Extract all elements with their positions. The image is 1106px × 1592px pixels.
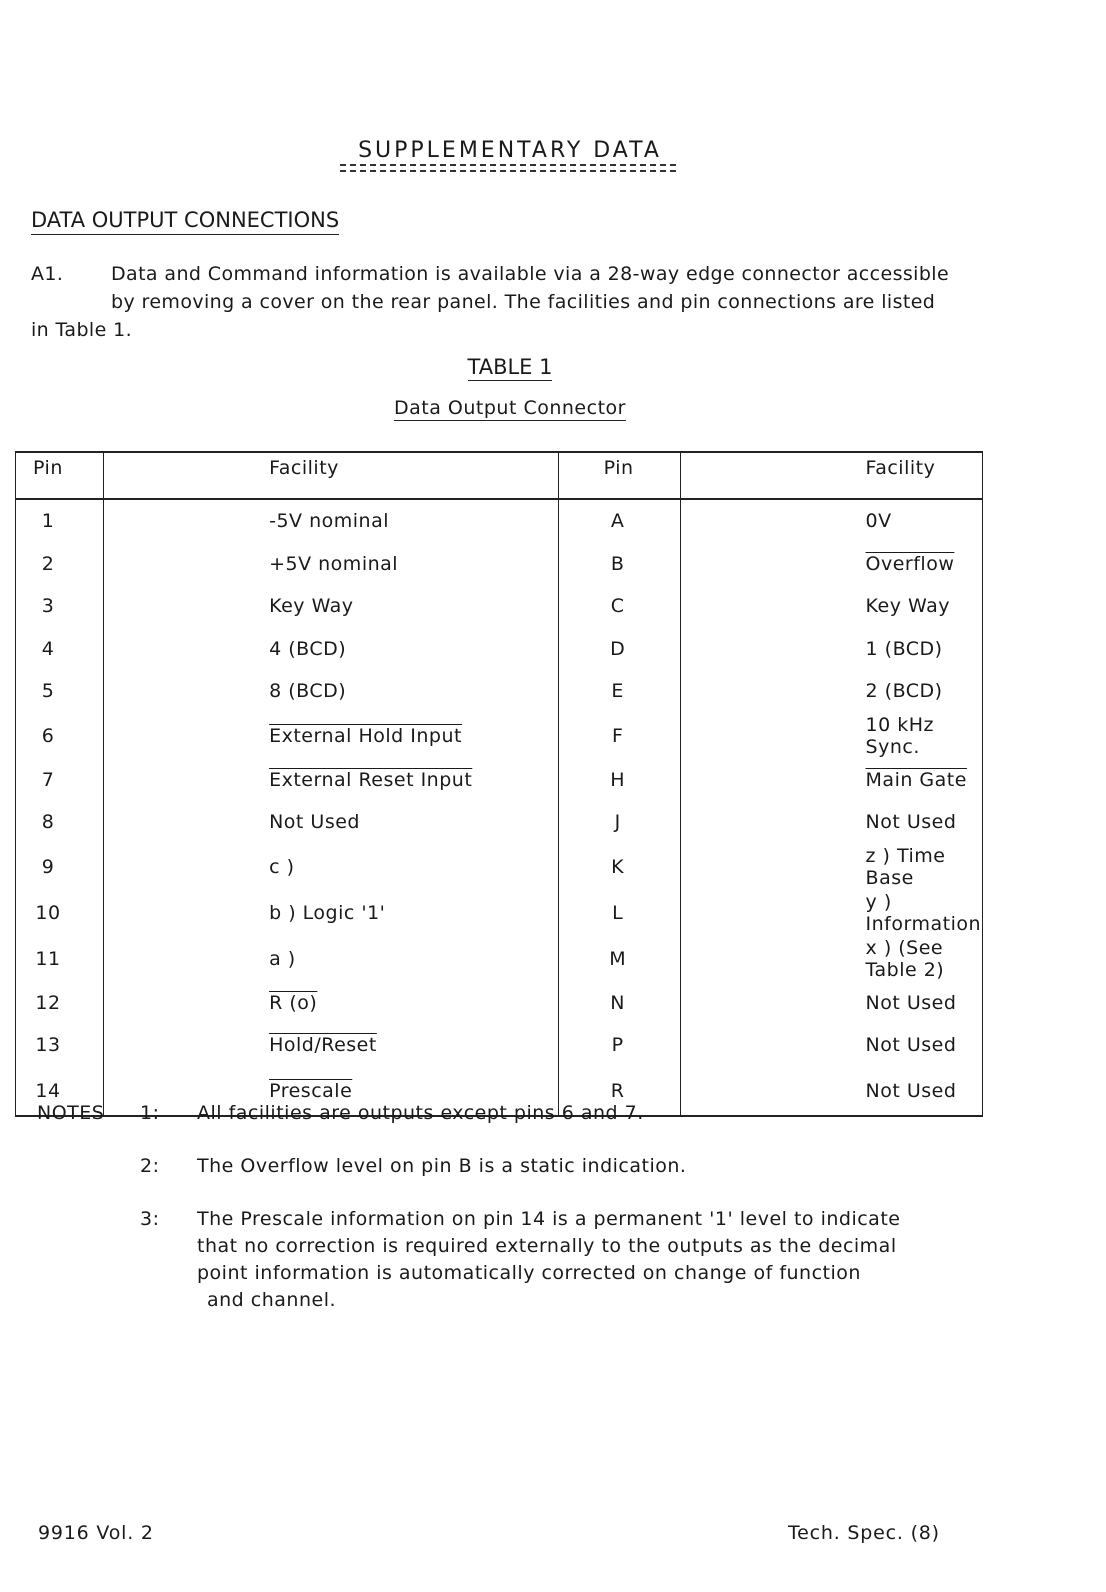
header-facility-left: Facility — [104, 452, 559, 499]
table-row — [16, 982, 983, 1025]
table-row — [16, 499, 983, 543]
pin-right: C — [610, 595, 625, 618]
facility-left: -5V nominal — [104, 499, 559, 543]
facility-left: c ) — [104, 844, 559, 890]
pin-left: 9 — [41, 855, 55, 878]
facility-right: Not Used — [680, 1024, 982, 1067]
facility-right: Not Used — [680, 1067, 982, 1116]
facility-right: Overflow — [865, 552, 955, 575]
facility-left: a ) — [104, 936, 559, 982]
paragraph-number: A1. — [31, 263, 64, 285]
facility-right: y ) Information — [680, 890, 982, 936]
table-row — [16, 844, 983, 890]
facility-left: 8 (BCD) — [104, 670, 559, 713]
pin-right: N — [610, 991, 626, 1014]
pin-right: B — [610, 552, 625, 575]
pin-right: K — [611, 855, 625, 878]
note-text-line-1: The Prescale information on pin 14 is a permanent '1' level to indicate — [197, 1208, 901, 1230]
facility-right: Not Used — [680, 982, 982, 1025]
facility-right: 0V — [680, 499, 982, 543]
paragraph-line-3: in Table 1. — [31, 319, 133, 341]
table-caption: Data Output Connector — [394, 397, 626, 419]
pin-right: M — [609, 947, 627, 970]
facility-right: z ) Time Base — [680, 844, 982, 890]
pin-left: 7 — [41, 768, 55, 791]
pin-left: 8 — [41, 811, 55, 834]
pin-left: 1 — [41, 510, 55, 533]
table-label: TABLE 1 — [467, 355, 553, 379]
note-3 — [37, 1206, 997, 1314]
facility-right: Main Gate — [865, 768, 967, 791]
facility-left: 4 (BCD) — [104, 628, 559, 671]
table-row — [16, 759, 983, 802]
pin-right: H — [610, 768, 626, 791]
page-title: SUPPLEMENTARY DATA — [358, 138, 662, 163]
facility-left: b ) Logic '1' — [104, 890, 559, 936]
note-number: 1: — [140, 1102, 160, 1124]
footer-volume: 9916 Vol. 2 — [38, 1522, 154, 1544]
table-row — [16, 713, 983, 759]
facility-right: 1 (BCD) — [680, 628, 982, 671]
section-heading: DATA OUTPUT CONNECTIONS — [31, 208, 339, 235]
facility-left: External Reset Input — [269, 768, 473, 791]
facility-left: Hold/Reset — [269, 1034, 377, 1057]
pin-left: 4 — [41, 637, 55, 660]
note-text: All facilities are outputs except pins 6 and 7. — [197, 1102, 644, 1124]
facility-left: Prescale — [269, 1079, 353, 1102]
pin-right: A — [610, 510, 625, 533]
connector-table — [15, 451, 983, 1117]
note-2 — [37, 1153, 997, 1206]
header-pin-left: Pin — [16, 452, 104, 499]
facility-left: External Hold Input — [269, 724, 462, 747]
note-text: The Overflow level on pin B is a static indication. — [197, 1155, 687, 1177]
pin-left: 6 — [41, 724, 55, 747]
facility-right: Key Way — [680, 585, 982, 628]
facility-left: Not Used — [104, 801, 559, 844]
pin-left: 13 — [35, 1034, 61, 1057]
facility-right: Not Used — [680, 801, 982, 844]
pin-left: 10 — [35, 901, 61, 924]
table-row — [16, 936, 983, 982]
title-underline — [340, 164, 676, 172]
table-row — [16, 670, 983, 713]
footer-page: Tech. Spec. (8) — [788, 1522, 940, 1544]
pin-right: J — [614, 811, 621, 834]
table-row — [16, 628, 983, 671]
pin-right: D — [610, 637, 626, 660]
note-number: 2: — [140, 1155, 160, 1177]
pin-right: R — [610, 1079, 625, 1102]
facility-right: 10 kHz Sync. — [680, 713, 982, 759]
table-row — [16, 1024, 983, 1067]
table-row — [16, 585, 983, 628]
pin-left: 2 — [41, 552, 55, 575]
paragraph-line-1: Data and Command information is available via a 28-way edge connector accessible — [111, 263, 950, 285]
facility-right: 2 (BCD) — [680, 670, 982, 713]
note-number: 3: — [140, 1208, 160, 1230]
facility-left: +5V nominal — [104, 543, 559, 586]
facility-right: x ) (See Table 2) — [680, 936, 982, 982]
pin-left: 3 — [41, 595, 55, 618]
paragraph-a1 — [31, 260, 1031, 344]
pin-right: F — [611, 724, 624, 747]
facility-left: Key Way — [104, 585, 559, 628]
header-facility-right: Facility — [680, 452, 982, 499]
table-row — [16, 543, 983, 586]
table-row — [16, 890, 983, 936]
pin-left: 5 — [41, 680, 55, 703]
pin-left: 14 — [35, 1079, 61, 1102]
note-1 — [37, 1100, 997, 1153]
notes-section — [37, 1100, 997, 1314]
note-text-line-2: that no correction is required externally to the outputs as the decimal — [197, 1235, 897, 1257]
header-pin-right: Pin — [558, 452, 680, 499]
note-text-line-4: and channel. — [207, 1289, 337, 1311]
pin-right: P — [611, 1034, 624, 1057]
facility-left: R (o) — [269, 991, 318, 1014]
note-text-line-3: point information is automatically corrected on change of function — [197, 1262, 861, 1284]
table-header-row — [16, 452, 983, 499]
pin-right: E — [611, 680, 624, 703]
pin-left: 12 — [35, 991, 61, 1014]
paragraph-line-2: by removing a cover on the rear panel. The facilities and pin connections are listed — [111, 291, 936, 313]
pin-left: 11 — [35, 947, 61, 970]
table-row — [16, 801, 983, 844]
notes-label: NOTES — [37, 1102, 105, 1124]
pin-right: L — [612, 901, 624, 924]
